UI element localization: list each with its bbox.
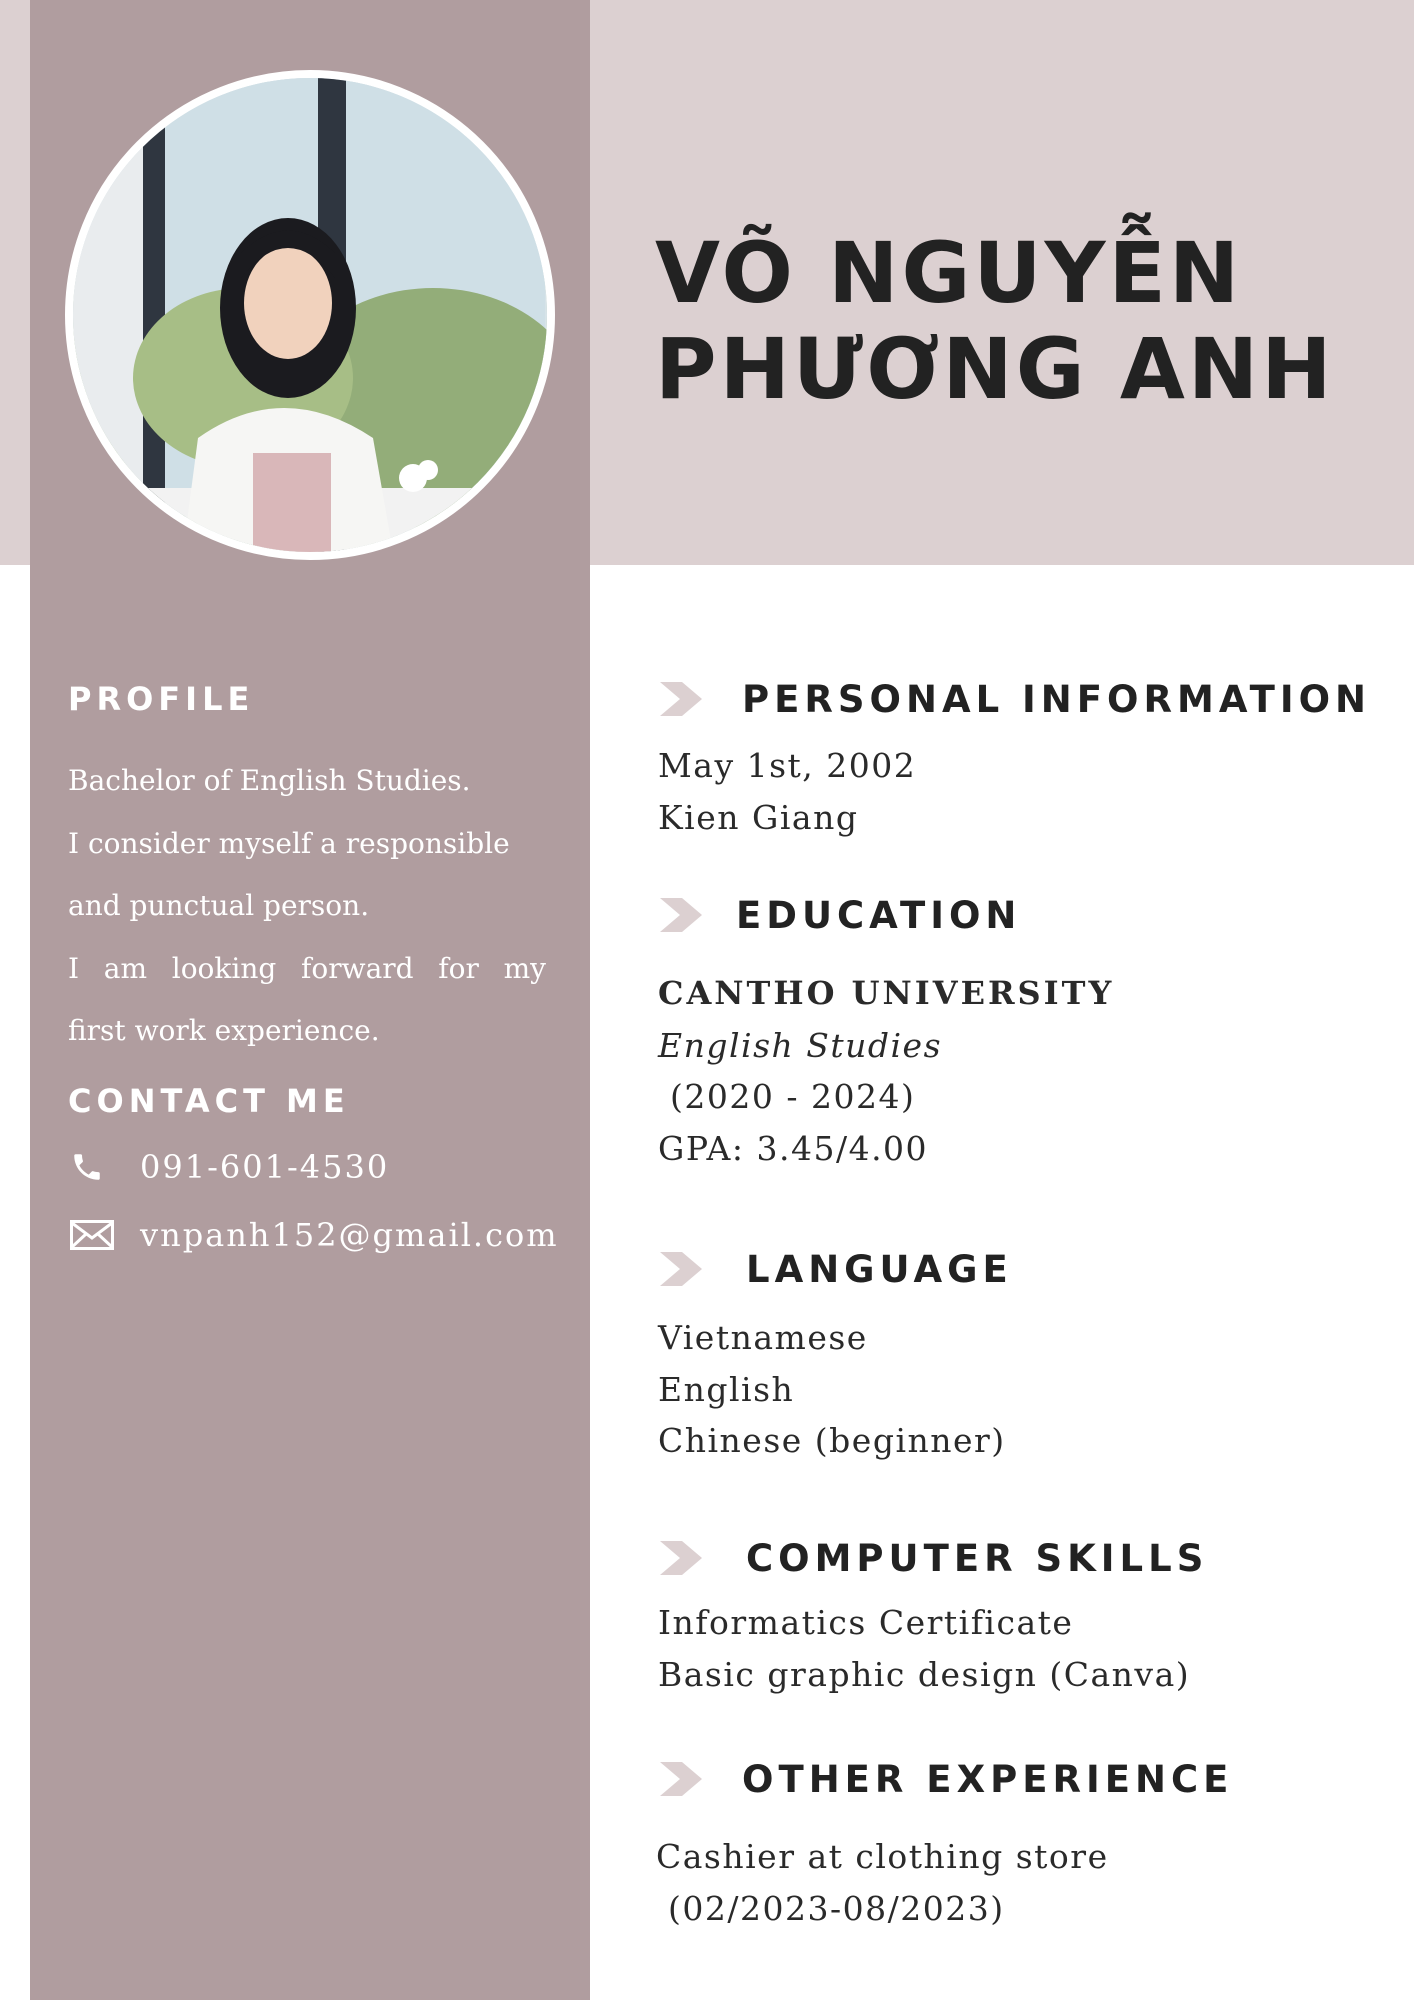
personal-information-section-header bbox=[658, 677, 1371, 721]
language-section-header bbox=[658, 1247, 1013, 1291]
skill-item: Informatics Certificate bbox=[658, 1603, 1074, 1642]
profile-heading: PROFILE bbox=[68, 680, 255, 718]
language-item: Chinese (beginner) bbox=[658, 1421, 1006, 1460]
major: English Studies bbox=[658, 1025, 943, 1065]
contact-phone bbox=[70, 1145, 389, 1189]
education-heading: EDUCATION bbox=[736, 893, 1022, 937]
language-list bbox=[658, 1312, 1006, 1467]
language-item: Vietnamese bbox=[658, 1318, 868, 1357]
profile-line: first work experience. bbox=[68, 1014, 380, 1047]
profile-summary bbox=[68, 750, 546, 1063]
contact-heading: CONTACT ME bbox=[68, 1082, 350, 1120]
profile-photo bbox=[65, 70, 555, 560]
profile-line: and punctual person. bbox=[68, 889, 370, 922]
phone-icon bbox=[70, 1147, 118, 1187]
envelope-icon bbox=[70, 1215, 118, 1255]
phone-number: 091-601-4530 bbox=[140, 1148, 390, 1186]
study-period: (2020 - 2024) bbox=[658, 1077, 916, 1116]
profile-line: I consider myself a responsible bbox=[68, 826, 510, 860]
university-name: CANTHO UNIVERSITY bbox=[658, 974, 1115, 1012]
other-experience-section-header bbox=[658, 1757, 1233, 1801]
email-address: vnpanh152@gmail.com bbox=[140, 1216, 559, 1254]
chevron-icon bbox=[658, 680, 704, 718]
computer-skills-section-header bbox=[658, 1536, 1208, 1580]
personal-information-heading: PERSONAL INFORMATION bbox=[742, 677, 1372, 721]
name-line-2: PHƯƠNG ANH bbox=[655, 320, 1335, 418]
profile-line: I am looking forward for my bbox=[68, 951, 546, 985]
birthdate: May 1st, 2002 bbox=[658, 746, 917, 785]
experience-period: (02/2023-08/2023) bbox=[656, 1888, 1005, 1928]
other-experience-heading: OTHER EXPERIENCE bbox=[742, 1757, 1234, 1801]
chevron-icon bbox=[658, 1539, 704, 1577]
experience-role: Cashier at clothing store bbox=[656, 1837, 1109, 1876]
computer-skills-list bbox=[658, 1597, 1190, 1700]
profile-line: Bachelor of English Studies. bbox=[68, 764, 471, 797]
personal-information-details bbox=[658, 740, 916, 843]
education-section-header bbox=[658, 893, 1021, 937]
contact-email bbox=[70, 1213, 559, 1257]
gpa: GPA: 3.45/4.00 bbox=[658, 1128, 929, 1168]
name-line-1: VÕ NGUYỄN bbox=[655, 224, 1243, 322]
chevron-icon bbox=[658, 1760, 704, 1798]
education-details bbox=[658, 968, 1114, 1174]
other-experience-details bbox=[656, 1831, 1109, 1934]
computer-skills-heading: COMPUTER SKILLS bbox=[746, 1536, 1209, 1580]
language-heading: LANGUAGE bbox=[746, 1247, 1013, 1291]
hometown: Kien Giang bbox=[658, 797, 859, 837]
chevron-icon bbox=[658, 1250, 704, 1288]
chevron-icon bbox=[658, 896, 704, 934]
skill-item: Basic graphic design (Canva) bbox=[658, 1654, 1191, 1694]
language-item: English bbox=[658, 1369, 795, 1409]
profile-photo-illustration bbox=[73, 78, 547, 552]
candidate-name bbox=[655, 225, 1395, 417]
